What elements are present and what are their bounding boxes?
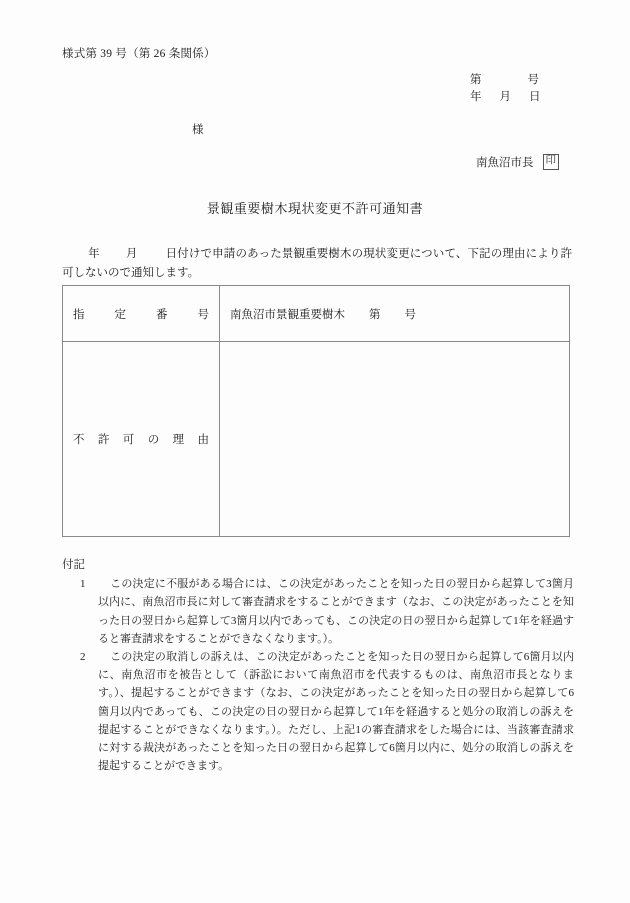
issuer-block (476, 154, 559, 170)
appendix-heading: 付記 (62, 559, 85, 571)
date-year-label: 年 (470, 91, 482, 103)
appendix-list (62, 575, 574, 775)
document-meta-block (470, 72, 541, 106)
list-item (62, 648, 574, 775)
document-number-prefix: 第 (470, 74, 482, 86)
document-number-line (470, 72, 541, 89)
table-row (63, 342, 570, 537)
designation-number-value[interactable] (220, 286, 570, 342)
document-number-suffix: 号 (527, 74, 539, 86)
body-date-year: 年 (88, 248, 100, 260)
denial-reason-label: 不許可の理由 (63, 342, 220, 537)
list-item (62, 575, 574, 648)
appendix-notes (62, 556, 574, 775)
list-item-text: この決定の取消しの訴えは、この決定があったことを知った日の翌日から起算して6箇月以内に、南魚沼市を被告として（訴訟において南魚沼市を代表するものは、南魚沼市長となります。）、提起することができます（なお、この決定があったことを知った日の翌日から起算して6箇月以内であっても、この決定の日の翌日から起算して1年を経過すると処分の取消しの訴えを提起することができなくなります。）。ただし、上記1の審査請求をした場合には、当該審査請求に対する裁決があったことを知った日の翌日から起算して6箇月以内に、処分の取消しの訴えを提起することができます。 (98, 651, 574, 773)
date-day-label: 日 (529, 91, 541, 103)
issuer-name: 南魚沼市長 (476, 157, 534, 169)
form-number: 様式第 39 号（第 26 条関係） (62, 48, 216, 60)
designation-number-label: 指定番号 (63, 286, 220, 342)
addressee-honorific: 様 (192, 124, 204, 136)
body-paragraph (62, 245, 572, 283)
body-date-month: 月 (125, 248, 138, 260)
list-item-number: 1 (80, 578, 86, 591)
page-title: 景観重要樹木現状変更不許可通知書 (206, 201, 424, 216)
notification-table (62, 285, 570, 537)
list-item-number: 2 (80, 651, 86, 664)
seal-stamp-box: 印 (543, 154, 560, 169)
designation-tree-name: 南魚沼市景観重要樹木 (230, 308, 345, 321)
body-text: 日付けで申請のあった景観重要樹木の現状変更について、下記の理由により許可しないので通知します。 (62, 248, 573, 279)
table-row (63, 286, 570, 342)
designation-number-prefix: 第 (369, 308, 381, 321)
document-date-line (470, 89, 541, 106)
date-month-label: 月 (499, 91, 511, 103)
designation-number-suffix: 号 (404, 308, 416, 321)
list-item-text: この決定に不服がある場合には、この決定があったことを知った日の翌日から起算して3箇月以内に、南魚沼市長に対して審査請求をすることができます（なお、この決定があったことを知った日の翌日から起算して3箇月以内であっても、この決定の日の翌日から起算して1年を経過すると審査請求をすることができなくなります。）。 (98, 578, 574, 645)
denial-reason-value[interactable] (220, 342, 570, 537)
